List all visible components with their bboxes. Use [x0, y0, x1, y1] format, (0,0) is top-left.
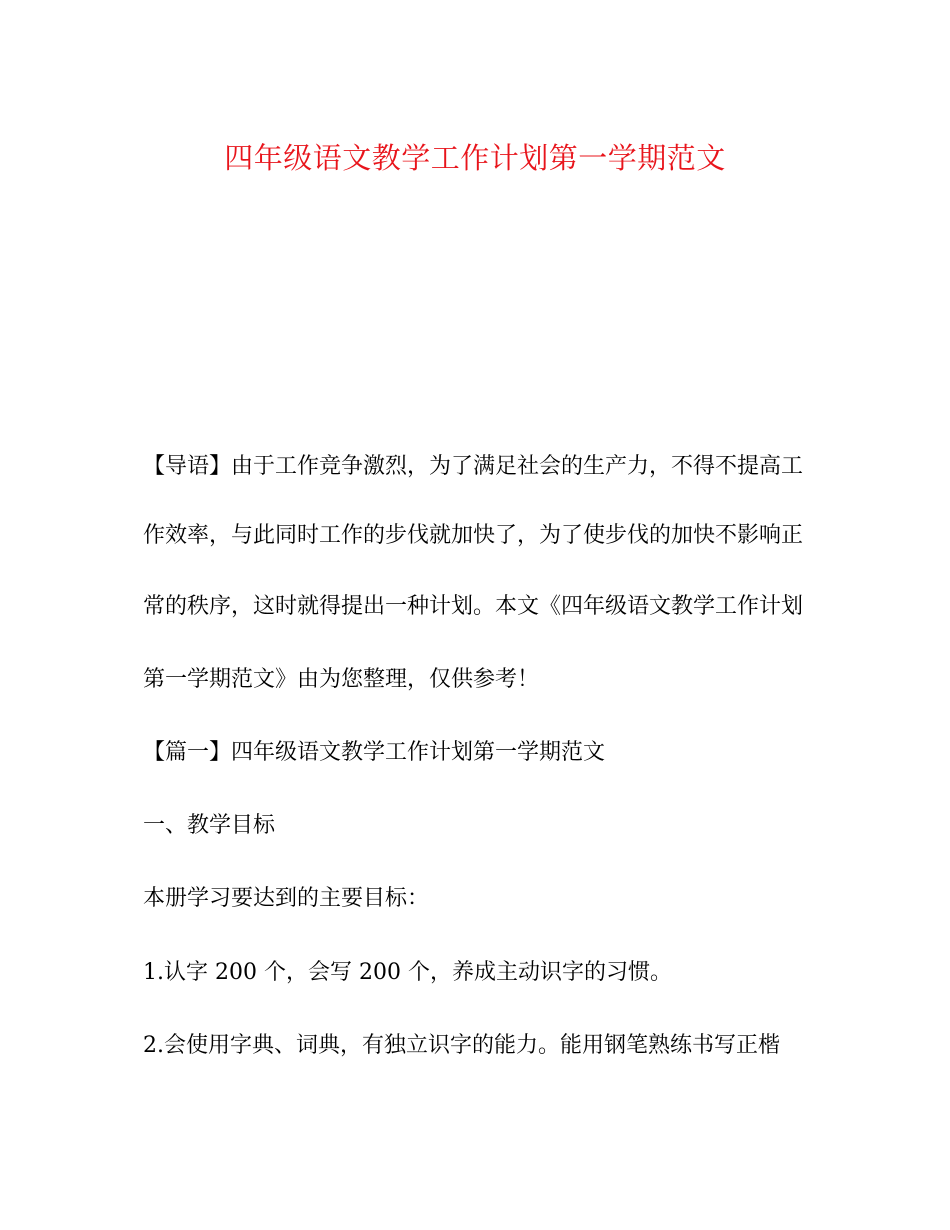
subheading-teaching-goals: 一、教学目标	[143, 813, 276, 838]
intro-line-3: 常的秩序，这时就得提出一种计划。本文《四年级语文教学工作计划	[143, 594, 804, 619]
intro-line-4: 第一学期范文》由为您整理，仅供参考！	[143, 667, 540, 692]
intro-line-2: 作效率，与此同时工作的步伐就加快了，为了使步伐的加快不影响正	[143, 523, 804, 548]
document-title: 四年级语文教学工作计划第一学期范文	[224, 141, 726, 175]
goal-item-1: 1.认字 200 个，会写 200 个，养成主动识字的习惯。	[143, 960, 672, 985]
goal-item-2: 2.会使用字典、词典，有独立识字的能力。能用钢笔熟练书写正楷	[143, 1033, 780, 1058]
intro-line-1: 【导语】由于工作竞争激烈，为了满足社会的生产力，不得不提高工	[143, 454, 804, 479]
goals-intro-line: 本册学习要达到的主要目标：	[143, 886, 430, 911]
section-heading-part-one: 【篇一】四年级语文教学工作计划第一学期范文	[143, 740, 606, 765]
